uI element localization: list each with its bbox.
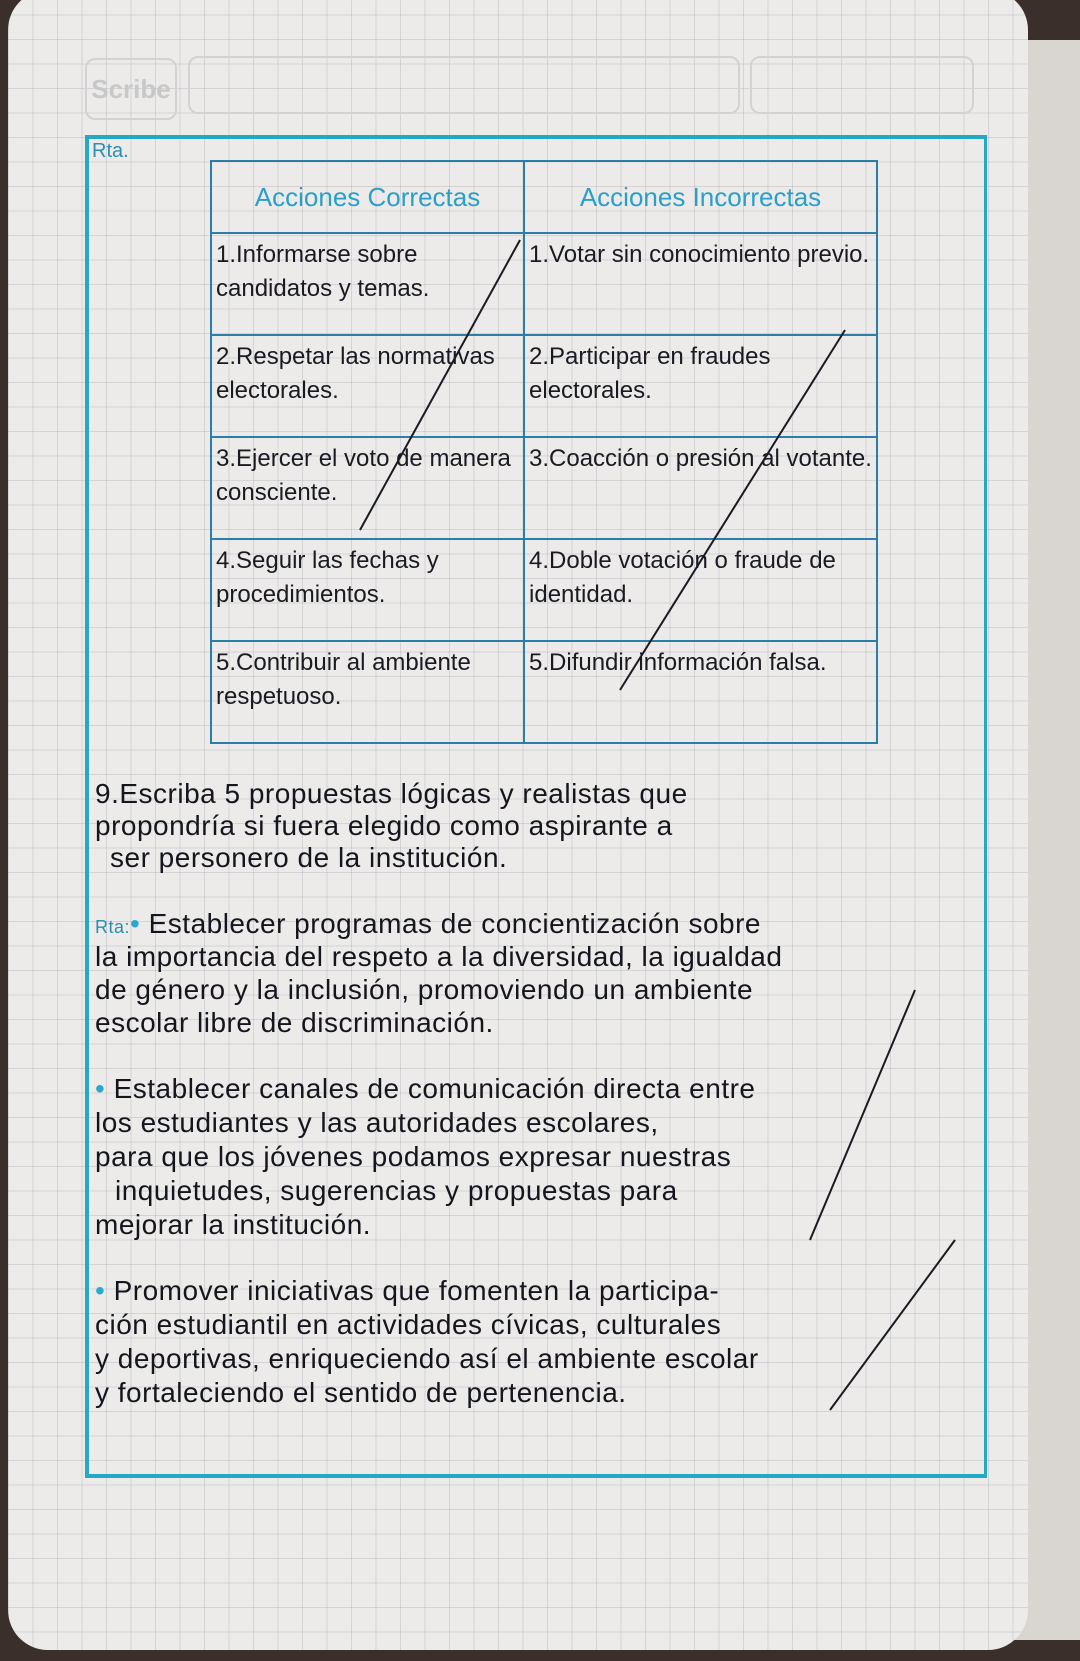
cell: 4.Doble votación o fraude de identidad. — [524, 539, 877, 641]
cell: 5.Difundir información falsa. — [524, 641, 877, 743]
cell: 2.Participar en fraudes electorales. — [524, 335, 877, 437]
diagonal-stroke — [620, 330, 845, 690]
diagonal-stroke — [830, 1240, 955, 1410]
proposal-line: inquietudes, sugerencias y propuestas para — [115, 1175, 678, 1206]
question-line: ser personero de la institución. — [110, 842, 508, 873]
proposal-line: escolar libre de discriminación. — [95, 1007, 494, 1038]
cell: 1.Votar sin conocimiento previo. — [524, 233, 877, 335]
answer-tag-2: Rta: — [95, 917, 131, 937]
proposal-line: para que los jóvenes podamos expresar nuestras — [95, 1141, 732, 1172]
cell: 1.Informarse sobre candidatos y temas. — [211, 233, 524, 335]
proposal-line: mejorar la institución. — [95, 1209, 372, 1240]
cell: 3.Ejercer el voto de manera consciente. — [211, 437, 524, 539]
proposal-line: de género y la inclusión, promoviendo un ambiente — [95, 974, 754, 1005]
header-correct: Acciones Correctas — [211, 161, 524, 233]
proposal-line: Establecer canales de comunicación directa entre — [113, 1073, 756, 1104]
proposal-line: Establecer programas de concientización sobre — [148, 908, 761, 939]
proposal-line: Promover iniciativas que fomenten la participa- — [113, 1275, 720, 1306]
bullet-icon: • — [130, 908, 149, 939]
proposal-line: la importancia del respeto a la diversidad, la igualdad — [95, 941, 783, 972]
scribe-logo: Scribe — [85, 58, 177, 120]
question-line: 9.Escriba 5 propuestas lógicas y realistas que — [95, 778, 688, 809]
diagonal-stroke — [360, 240, 520, 530]
proposal-line: los estudiantes y las autoridades escolares, — [95, 1107, 659, 1138]
proposal-line: y fortaleciendo el sentido de pertenencia. — [95, 1377, 627, 1408]
bullet-icon: • — [95, 1275, 114, 1306]
cell: 4.Seguir las fechas y procedimientos. — [211, 539, 524, 641]
cell: 3.Coacción o presión al votante. — [524, 437, 877, 539]
question-line: propondría si fuera elegido como aspirante a — [95, 810, 673, 841]
diagonal-stroke — [810, 990, 915, 1240]
proposal-line: ción estudiantil en actividades cívicas, culturales — [95, 1309, 722, 1340]
answer-tag: Rta. — [92, 140, 129, 162]
proposal-line: y deportivas, enriqueciendo así el ambiente escolar — [95, 1343, 759, 1374]
bullet-icon: • — [95, 1073, 114, 1104]
header-incorrect: Acciones Incorrectas — [524, 161, 877, 233]
cell: 2.Respetar las normativas electorales. — [211, 335, 524, 437]
cell: 5.Contribuir al ambiente respetuoso. — [211, 641, 524, 743]
